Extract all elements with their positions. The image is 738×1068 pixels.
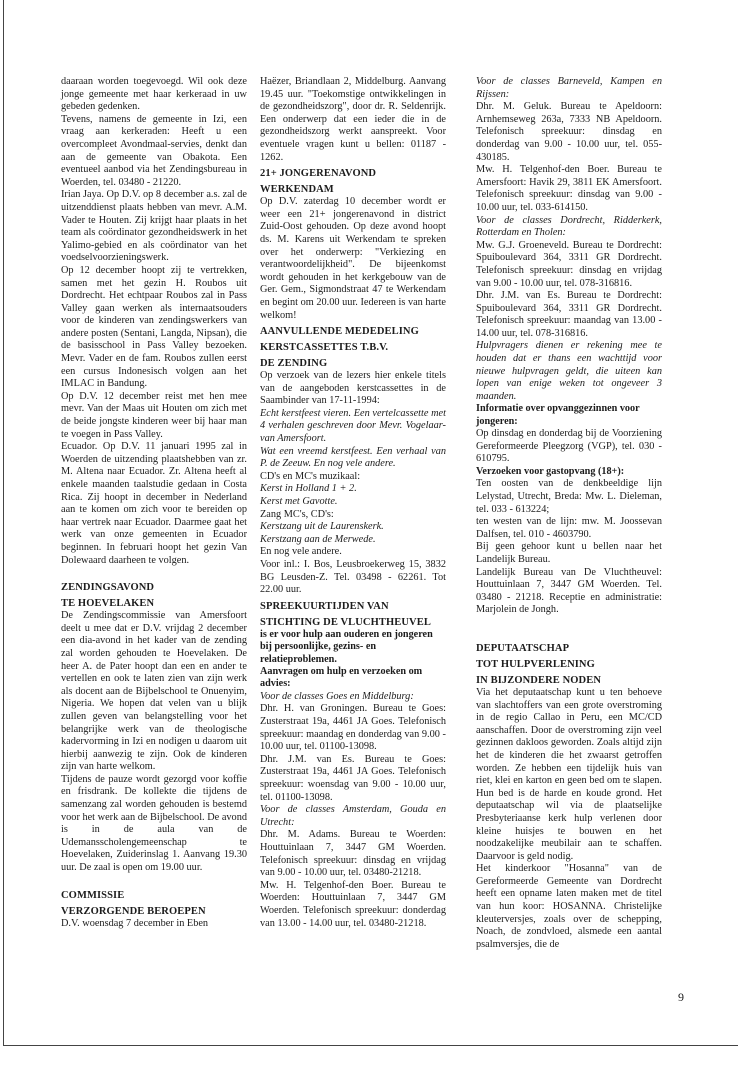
paragraph: Op 12 december hoopt zij te vertrekken, samen met het gezin H. Roubos uit Dordrecht. Het echtpaar Roubos zal in Pass Valley gaan werken als internaatsouders voor de kinderen van zendingswerkers van andere posten (Sentani, Langda, Nipsan), die de basisschool in Pass Valley bezoeken. Mevr. Vader en de fam. Roubos zullen eerst een cursus Indonesisch volgen aan het IMLAC in Bandung.	[61, 264, 247, 390]
page-bottom-border	[3, 1045, 738, 1046]
paragraph: Ecuador. Op D.V. 11 januari 1995 zal in Woerden de uitzending plaatshebben van zr. M. Altena naar Ecuador. Zr. Altena heeft al enkele maanden taalstudie gedaan in Costa Rica. Zij hoopt in december in Nederland aan te komen om zich voor te bereiden op haar vertrek naar Ecuador. Daarmee gaat het werk van onze gemeenten in Ecuador beginnen. In februari hoopt het gezin Van Dolewaard daarheen te volgen.	[61, 441, 247, 566]
italic-paragraph: Voor de classes Goes en Middelburg:	[260, 690, 414, 702]
paragraph: Op D.V. zaterdag 10 december wordt er weer een 21+ jongerenavond in district Zuid-Oost gehouden. Op deze avond hoopt ds. M. Karens uit Werkendam te spreken over het onderwerp: "Verkiezing en verantwoordelijkheid". De bijeenkomst wordt gehouden in het kerkgebouw van de Ger. Gem., Sigmondstraat 47 te Werkendam en begint om 20.00 uur. Iedereen is van harte welkom!	[260, 196, 446, 321]
italic-paragraph: Wat een vreemd kerstfeest. Een verhaal van P. de Zeeuw. En nog vele andere.	[260, 445, 446, 470]
bold-subheading: Aanvragen om hulp en verzoeken om advies:	[260, 666, 423, 690]
italic-paragraph: Kerst in Holland 1 + 2.	[260, 483, 357, 495]
column-right	[476, 76, 662, 951]
column-middle	[260, 76, 446, 930]
italic-paragraph: Voor de classes Dordrecht, Ridderkerk, Rotterdam en Tholen:	[476, 214, 662, 239]
bold-subheading: Informatie over opvanggezinnen voor jongeren:	[476, 403, 640, 427]
italic-paragraph: Voor de classes Amsterdam, Gouda en Utrecht:	[260, 804, 446, 828]
spacer	[476, 617, 662, 639]
section-heading: VERZORGENDE BEROEPEN	[61, 905, 206, 917]
section-heading: IN BIJZONDERE NODEN	[476, 674, 602, 686]
paragraph: Via het deputaatschap kunt u ten behoeve van slachtoffers van een grote overstroming in de regio Callao in Peru, een MC/CD aanschaffen. Door de overstroming zijn veel gezinnen dakloos geworden. Zoals altijd zijn het de kinderen die het zwaarst getroffen worden. Ze hebben een tijdelijk huis van riet, klei en karton en geen bed om te slapen. Hun bed is de harde en koude grond. Het deputaatschap wil via de plaatselijke Presbyteriaanse kerk hulp verlenen door kleine huisjes te bouwen en het noodzakelijke meubilair aan te schaffen. Daarvoor is geld nodig.	[476, 686, 662, 862]
section-heading: SPREEKUURTIJDEN VAN	[260, 600, 389, 612]
paragraph: Mw. H. Telgenhof-den Boer. Bureau te Woerden: Houttuinlaan 7, 3447 GM Woerden. Telefonisch spreekuur: donderdag van 13.00 - 14.00 uur, tel. 03480-21218.	[260, 879, 446, 929]
paragraph: Dhr. M. Adams. Bureau te Woerden: Houttuinlaan 7, 3447 GM Woerden. Telefonisch spreekuur: dinsdag en vrijdag van 9.00 - 10.00 uur, tel. 03480-21218.	[260, 829, 446, 879]
section-heading: DE ZENDING	[260, 358, 328, 370]
section-heading: AANVULLENDE MEDEDELING	[260, 326, 419, 338]
section-heading: DEPUTAATSCHAP	[476, 642, 570, 654]
section-heading: WERKENDAM	[260, 184, 334, 196]
paragraph: Dhr. H. van Groningen. Bureau te Goes: Zusterstraat 19a, 4461 JA Goes. Telefonisch spreekuur: maandag en donderdag van 9.00 - 10.00 uur, tel. 01100-13098.	[260, 703, 446, 753]
italic-paragraph: Voor de classes Barneveld, Kampen en Rijssen:	[476, 76, 662, 100]
paragraph: De Zendingscommissie van Amersfoort deelt u mee dat er D.V. vrijdag 2 december een dia-avond in het kader van de zending zal worden gehouden te Hoevelaken. De heer A. de Pater hoopt dan een en ander te vertellen en ook te laten zien van zijn werk als docent aan de Bijbelschool te Onuenyim, Nigeria. We hopen dat velen van u blijk zullen geven van belangstelling voor het belangrijke werk van de theologische kadervorming in Izi en nodigen u daarom uit hierbij aanwezig te zijn. Ook de kinderen zijn van harte welkom.	[61, 610, 247, 773]
paragraph: ten westen van de lijn: mw. M. Joossevan Dalfsen, tel. 010 - 4603790.	[476, 516, 662, 540]
paragraph: En nog vele andere.	[260, 546, 342, 558]
paragraph: daaraan worden toegevoegd. Wil ook deze jonge gemeente met haar kerkeraad in uw gebeden gedenken.	[61, 76, 247, 113]
page-left-border	[3, 0, 4, 1045]
section-heading: 21+ JONGERENAVOND	[260, 168, 377, 180]
paragraph: Irian Jaya. Op D.V. op 8 december a.s. zal de uitzenddienst plaats hebben van mevr. A.M. Vader te Houten. Zij krijgt haar plaats in het team als coördinator gezondheidswerk in het Yalimo-gebied en als coördinator van het voedselvoorzieningswerk.	[61, 189, 247, 264]
paragraph: Dhr. J.M. van Es. Bureau te Dordrecht: Spuiboulevard 364, 3311 GR Dordrecht. Telefonisch spreekuur: maandag van 13.00 - 14.00 uur, tel. 078-316816.	[476, 290, 662, 339]
spacer	[61, 567, 247, 578]
paragraph: Tevens, namens de gemeente in Izi, een vraag aan kerkeraden: Heeft u een overcompleet Avondmaal-servies, denkt dan aan de gemeente van Obakota. Een eventueel aanbod via het Zendingsbureau in Woerden, tel. 03480 - 21220.	[61, 113, 247, 188]
paragraph: Tijdens de pauze wordt gezorgd voor koffie en frisdrank. De kollekte die tijdens de samenzang zal worden gehouden is bestemd voor het werk aan de Bijbelschool. De avond is in de aula van de Udemansscholengemeenschap te Hoevelaken, Zuiderinslag 1. Aanvang 19.30 uur. De zaal is open om 19.00 uur.	[61, 773, 247, 874]
section-heading: COMMISSIE	[61, 889, 125, 901]
italic-paragraph: Echt kerstfeest vieren. Een vertelcassette met 4 verhalen geschreven door Mevr. Vogelaar-van Amersfoort.	[260, 407, 446, 445]
bold-subheading: is er voor hulp aan ouderen en jongeren bij persoonlijke, gezins- en relatieproblemen.	[260, 628, 433, 665]
paragraph: Haëzer, Briandlaan 2, Middelburg. Aanvang 19.45 uur. "Toekomstige ontwikkelingen in de gezondheidszorg", door dr. R. Seldenrijk. Een onderwerp dat een ieder die in de gezondheidszorg werkt aanspreekt. Voor eventuele vragen kunt u bellen: 01187 - 1262.	[260, 76, 446, 163]
paragraph: Zang MC's, CD's:	[260, 508, 334, 520]
section-heading: TOT HULPVERLENING	[476, 658, 595, 670]
italic-paragraph: Kerstzang aan de Merwede.	[260, 533, 376, 545]
paragraph: Op verzoek van de lezers hier enkele titels van de aangeboden kerstcassettes in de Saambinder van 17-11-1994:	[260, 370, 446, 407]
paragraph: Dhr. J.M. van Es. Bureau te Goes: Zusterstraat 19a, 4461 JA Goes. Telefonisch spreekuur: woensdag van 9.00 - 10.00 uur, tel. 01100-13098.	[260, 753, 446, 803]
paragraph: Ten oosten van de denkbeeldige lijn Lelystad, Utrecht, Breda: Mw. L. Dieleman, tel. 033 - 613224;	[476, 478, 662, 515]
paragraph: Landelijk Bureau van De Vluchtheuvel: Houttuinlaan 7, 3447 GM Woerden. Tel. 03480 - 21218. Receptie en administratie: Marjolein de Jongh.	[476, 566, 662, 616]
paragraph: Mw. H. Telgenhof-den Boer. Bureau te Amersfoort: Havik 29, 3811 EK Amersfoort. Telefonisch spreekuur: dinsdag van 9.00 - 10.00 uur, tel. 033-614150.	[476, 164, 662, 213]
section-heading: KERSTCASSETTES T.B.V.	[260, 342, 389, 354]
italic-paragraph: Kerst met Gavotte.	[260, 496, 338, 508]
paragraph: Het kinderkoor "Hosanna" van de Gereformeerde Gemeente van Dordrecht heeft een opname laten maken met de titel van hun koor: HOSANNA. Christelijke kleuterversjes, zoals over de schepping, Noach, de zondvloed, alsmede een aantal psalmversjes, die de	[476, 863, 662, 950]
page-number: 9	[678, 990, 684, 1004]
paragraph: D.V. woensdag 7 december in Eben	[61, 917, 209, 929]
paragraph: Dhr. M. Geluk. Bureau te Apeldoorn: Arnhemseweg 263a, 7333 NB Apeldoorn. Telefonisch spreekuur: dinsdag en donderdag van 9.00 - 10.00 uur, tel. 055-430185.	[476, 101, 662, 163]
section-heading: TE HOEVELAKEN	[61, 598, 155, 610]
paragraph: Voor inl.: I. Bos, Leusbroekerweg 15, 3832 BG Leusden-Z. Tel. 03498 - 62261. Tot 22.00 uur.	[260, 559, 446, 596]
column-left	[61, 76, 247, 930]
section-heading: STICHTING DE VLUCHTHEUVEL	[260, 616, 431, 628]
paragraph: Op dinsdag en donderdag bij de Voorziening Gereformeerde Pleegzorg (VGP), tel. 030 - 610795.	[476, 428, 662, 465]
paragraph: Op D.V. 12 december reist met hen mee mevr. Van der Maas uit Houten om zich met de beide jongste kinderen weer bij haar man te voegen in Pass Valley.	[61, 390, 247, 440]
paragraph: Bij geen gehoor kunt u bellen naar het Landelijk Bureau.	[476, 541, 662, 565]
bold-subheading: Verzoeken voor gastopvang (18+):	[476, 466, 625, 478]
paragraph: CD's en MC's muzikaal:	[260, 470, 361, 482]
paragraph: Mw. G.J. Groeneveld. Bureau te Dordrecht: Spuiboulevard 364, 3311 GR Dordrecht. Telefonisch spreekuur: dinsdag en vrijdag van 9.00 - 10.00 uur, tel. 078-316816.	[476, 239, 662, 289]
italic-paragraph: Hulpvragers dienen er rekening mee te houden dat er thans een wachttijd voor nieuwe hulpvragen geldt, die uiteen kan lopen van enige weken tot ongeveer 3 maanden.	[476, 340, 662, 402]
spacer	[61, 875, 247, 886]
section-heading: ZENDINGSAVOND	[61, 582, 155, 594]
italic-paragraph: Kerstzang uit de Laurenskerk.	[260, 521, 384, 533]
